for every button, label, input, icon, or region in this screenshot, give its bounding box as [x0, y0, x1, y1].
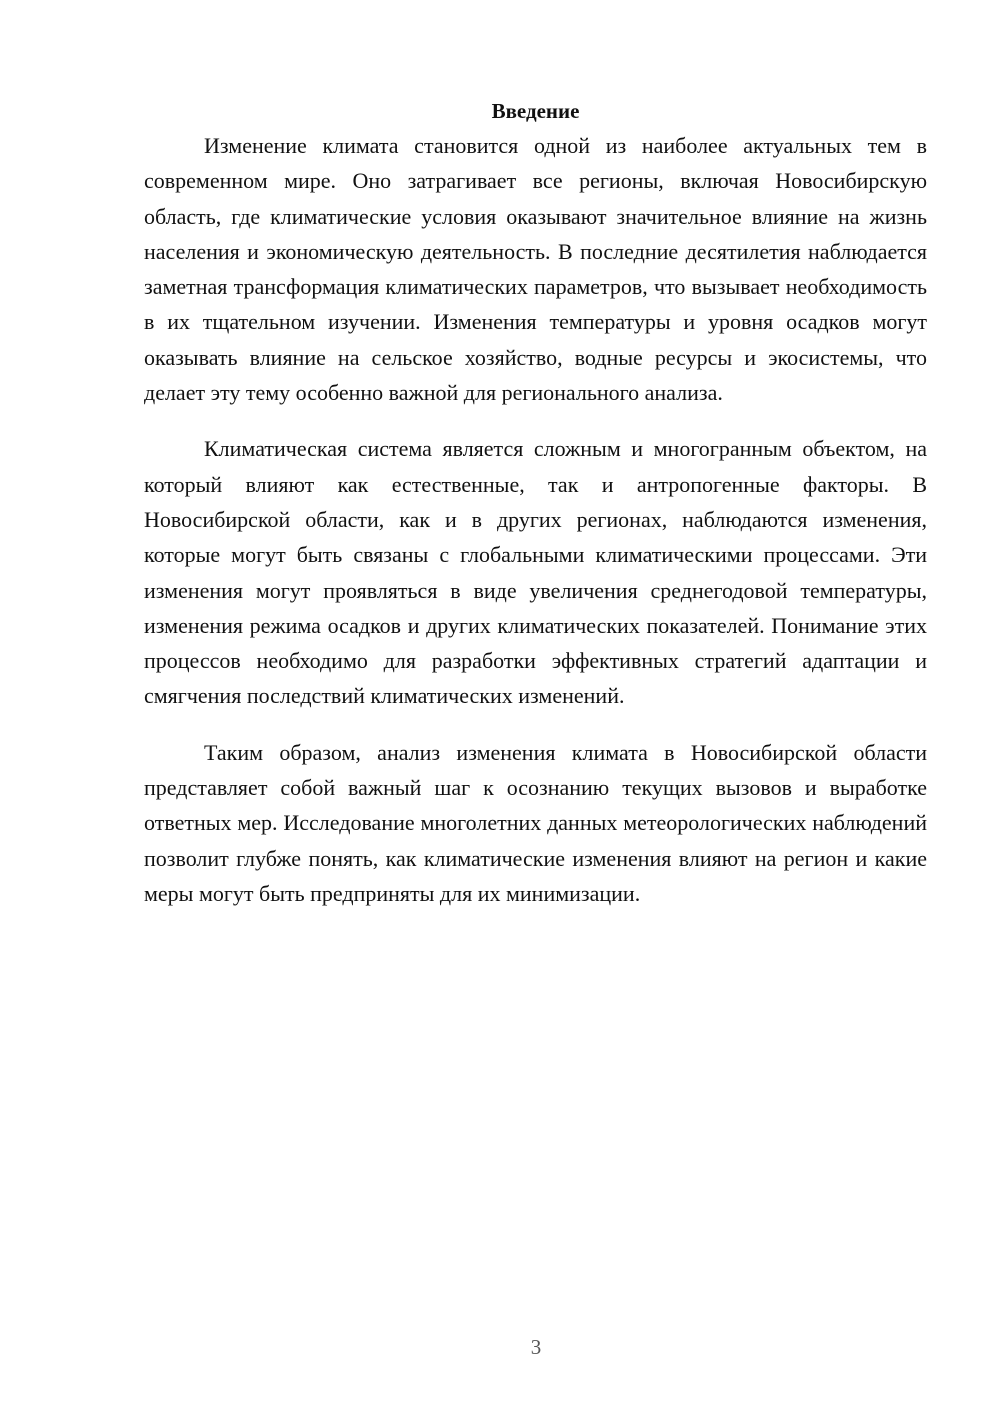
- page-number: 3: [530, 1335, 542, 1359]
- page-content: [144, 96, 927, 911]
- paragraph-1: Изменение климата становится одной из наиболее актуальных тем в современном мире. Оно затрагивает все регионы, включая Новосибирскую область, где климатические условия оказывают значительное влияние на жизнь населения и экономическую деятельность. В последние десятилетия наблюдается заметная трансформация климатических параметров, что вызывает необходимость в их тщательном изучении. Изменения температуры и уровня осадков могут оказывать влияние на сельское хозяйство, водные ресурсы и экосистемы, что делает эту тему особенно важной для регионального анализа.: [144, 133, 927, 406]
- paragraph-2: Климатическая система является сложным и многогранным объектом, на который влияют как естественные, так и антропогенные факторы. В Новосибирской области, как и в других регионах, наблюдаются изменения, которые могут быть связаны с глобальными климатическими процессами. Эти изменения могут проявляться в виде увеличения среднегодовой температуры, изменения режима осадков и других климатических показателей. Понимание этих процессов необходимо для разработки эффективных стратегий адаптации и смягчения последствий климатических изменений.: [144, 436, 927, 709]
- paragraph-3: Таким образом, анализ изменения климата в Новосибирской области представляет собой важный шаг к осознанию текущих вызовов и выработке ответных мер. Исследование многолетних данных метеорологических наблюдений позволит глубже понять, как климатические изменения влияют на регион и какие меры могут быть предприняты для их минимизации.: [144, 739, 927, 906]
- section-title: Введение: [491, 99, 580, 123]
